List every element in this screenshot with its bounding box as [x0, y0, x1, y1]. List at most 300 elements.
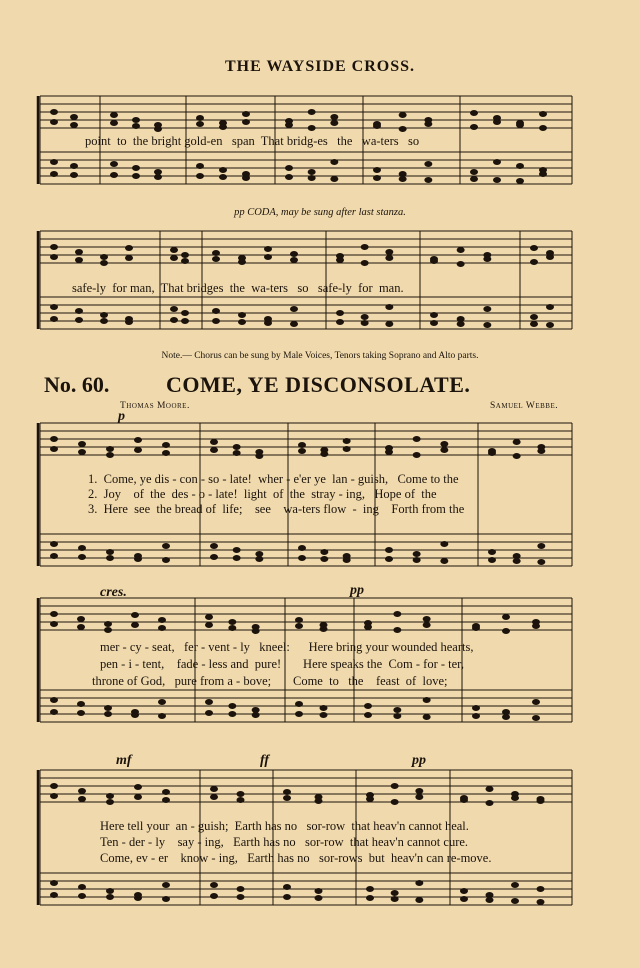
note-head [50, 621, 58, 627]
note-head [364, 624, 372, 630]
note-head [70, 163, 78, 169]
note-head [415, 788, 423, 794]
note-head [132, 165, 140, 171]
note-head [106, 555, 114, 561]
note-head [385, 249, 393, 255]
hymn-title: COME, YE DISCONSOLATE. [166, 372, 471, 397]
note-head [134, 437, 142, 443]
note-head [457, 247, 465, 253]
note-head [50, 254, 58, 260]
note-head [170, 247, 178, 253]
verse1-line3: Here tell your an - guish; Earth has no sor-row that heav'n cannot heal. [100, 819, 469, 833]
note-head [415, 897, 423, 903]
note-head [242, 111, 250, 117]
note-head [470, 110, 478, 116]
note-head [238, 312, 246, 318]
note-head [50, 171, 58, 177]
note-head [212, 256, 220, 262]
note-head [440, 447, 448, 453]
note-head [320, 626, 328, 632]
note-head [210, 786, 218, 792]
note-head [50, 446, 58, 452]
note-head [134, 784, 142, 790]
note-head [106, 894, 114, 900]
dynamic-mezzo-forte: mf [116, 753, 132, 768]
note-head [546, 254, 554, 260]
note-head [125, 319, 133, 325]
note-head [210, 447, 218, 453]
note-head [100, 254, 108, 260]
note-head [530, 245, 538, 251]
note-head [162, 543, 170, 549]
note-head [320, 556, 328, 562]
note-head [493, 119, 501, 125]
note-head [502, 714, 510, 720]
dynamic-pianissimo: pp [350, 583, 364, 598]
dynamic-crescendo: cres. [100, 585, 127, 600]
note-head [295, 623, 303, 629]
note-head [237, 894, 245, 900]
note-head [162, 882, 170, 888]
note-head [430, 312, 438, 318]
note-head [70, 114, 78, 120]
note-head [78, 884, 86, 890]
note-head [78, 545, 86, 551]
note-head [196, 173, 204, 179]
note-head [162, 557, 170, 563]
note-head [264, 246, 272, 252]
dynamic-pianissimo-2: pp [412, 753, 426, 768]
note-head [162, 896, 170, 902]
note-head [399, 112, 407, 118]
note-head [170, 306, 178, 312]
note-head [154, 126, 162, 132]
chorus-note: Note.— Chorus can be sung by Male Voices, Tenors taking Soprano and Alto parts. [161, 351, 479, 361]
note-head [158, 617, 166, 623]
note-head [308, 169, 316, 175]
note-head [162, 797, 170, 803]
note-head [502, 628, 510, 634]
note-head [212, 318, 220, 324]
note-head [78, 796, 86, 802]
note-head [373, 175, 381, 181]
note-head [134, 447, 142, 453]
note-head [537, 899, 545, 905]
note-head [132, 173, 140, 179]
note-head [290, 306, 298, 312]
note-head [393, 707, 401, 713]
verse2-line3: Ten - der - ly say - ing, Earth has no sor-row that heav'n cannot cure. [100, 835, 469, 849]
note-head [511, 882, 519, 888]
note-head [457, 321, 465, 327]
note-head [290, 321, 298, 327]
note-head [488, 450, 496, 456]
note-head [539, 171, 547, 177]
note-head [233, 444, 241, 450]
note-head [205, 614, 213, 620]
note-head [237, 797, 245, 803]
verse1-line1: 1. Come, ye dis - con - so - late! wher - e'er ye lan - guish, Come to the [88, 472, 459, 486]
note-head [440, 558, 448, 564]
verse2-line1: 2. Joy of the des - o - late! light of the stray - ing, Hope of the [88, 487, 437, 501]
note-head [77, 624, 85, 630]
note-head [415, 794, 423, 800]
note-head [373, 167, 381, 173]
note-head [486, 897, 494, 903]
verse3-line1: 3. Here see the bread of life; see wa-ters flow - ing Forth from the [88, 502, 465, 516]
note-head [106, 549, 114, 555]
note-head [196, 121, 204, 127]
note-head [320, 549, 328, 555]
note-head [424, 161, 432, 167]
note-head [100, 312, 108, 318]
note-head [75, 317, 83, 323]
note-head [162, 442, 170, 448]
note-head [78, 554, 86, 560]
note-head [181, 258, 189, 264]
note-head [366, 886, 374, 892]
note-head [366, 895, 374, 901]
note-head [219, 124, 227, 130]
note-head [50, 159, 58, 165]
note-head [104, 621, 112, 627]
note-head [283, 884, 291, 890]
note-head [430, 320, 438, 326]
note-head [264, 254, 272, 260]
note-head [385, 449, 393, 455]
note-head [308, 125, 316, 131]
note-head [285, 174, 293, 180]
note-head [50, 119, 58, 125]
note-head [242, 119, 250, 125]
note-head [298, 448, 306, 454]
note-head [131, 612, 139, 618]
note-head [516, 122, 524, 128]
note-head [511, 795, 519, 801]
note-head [320, 451, 328, 457]
note-head [170, 255, 178, 261]
note-head [210, 439, 218, 445]
note-head [170, 317, 178, 323]
note-head [131, 622, 139, 628]
note-head [511, 898, 519, 904]
note-head [391, 783, 399, 789]
note-head [77, 710, 85, 716]
note-head [537, 886, 545, 892]
note-head [75, 308, 83, 314]
note-head [298, 442, 306, 448]
note-head [255, 453, 263, 459]
note-head [50, 109, 58, 115]
note-head [210, 893, 218, 899]
note-head [104, 705, 112, 711]
note-head [546, 322, 554, 328]
note-head [283, 894, 291, 900]
note-head [470, 176, 478, 182]
note-head [125, 255, 133, 261]
note-head [385, 556, 393, 562]
note-head [330, 114, 338, 120]
note-head [537, 543, 545, 549]
note-head [131, 712, 139, 718]
note-head [50, 709, 58, 715]
note-head [285, 122, 293, 128]
note-head [460, 797, 468, 803]
note-head [330, 176, 338, 182]
note-head [100, 260, 108, 266]
note-head [106, 888, 114, 894]
note-head [285, 165, 293, 171]
note-head [336, 319, 344, 325]
note-head [488, 557, 496, 563]
note-head [106, 452, 114, 458]
note-head [295, 701, 303, 707]
note-head [391, 896, 399, 902]
note-head [237, 886, 245, 892]
note-head [210, 882, 218, 888]
note-head [440, 541, 448, 547]
note-head [252, 628, 260, 634]
note-head [399, 176, 407, 182]
note-head [460, 888, 468, 894]
note-head [330, 120, 338, 126]
note-head [78, 449, 86, 455]
note-head [472, 625, 480, 631]
note-head [181, 252, 189, 258]
note-head [320, 705, 328, 711]
note-head [315, 895, 323, 901]
note-head [385, 255, 393, 261]
lyrics-system-1: point to the bright gold-en span That bridg-es the wa-ters so [85, 134, 420, 148]
note-head [361, 320, 369, 326]
note-head [158, 625, 166, 631]
note-head [228, 625, 236, 631]
note-head [196, 163, 204, 169]
note-head [134, 556, 142, 562]
note-head [391, 890, 399, 896]
lyrics-system-2: safe-ly for man, That bridges the wa-ters so safe-ly for man. [72, 281, 404, 295]
note-head [106, 446, 114, 452]
note-head [530, 321, 538, 327]
verse3-line3: Come, ev - er know - ing, Earth has no sor-rows but heav'n can re-move. [100, 851, 492, 865]
note-head [219, 174, 227, 180]
note-head [516, 178, 524, 184]
note-head [343, 438, 351, 444]
note-head [532, 699, 540, 705]
note-head [70, 172, 78, 178]
note-head [423, 622, 431, 628]
note-head [470, 124, 478, 130]
note-head [343, 446, 351, 452]
note-head [50, 304, 58, 310]
hymn-number: No. 60. [44, 372, 110, 397]
note-head [530, 259, 538, 265]
note-head [290, 251, 298, 257]
note-head [50, 553, 58, 559]
note-head [78, 893, 86, 899]
note-head [457, 261, 465, 267]
note-head [488, 549, 496, 555]
note-head [264, 320, 272, 326]
note-head [78, 788, 86, 794]
note-head [110, 161, 118, 167]
note-head [110, 120, 118, 126]
note-head [539, 111, 547, 117]
note-head [75, 249, 83, 255]
note-head [513, 439, 521, 445]
note-head [385, 547, 393, 553]
note-head [393, 627, 401, 633]
note-head [373, 123, 381, 129]
note-head [181, 318, 189, 324]
note-head [532, 715, 540, 721]
note-head [283, 795, 291, 801]
note-head [77, 616, 85, 622]
note-head [415, 880, 423, 886]
note-head [486, 786, 494, 792]
note-head [320, 712, 328, 718]
dynamic-fortissimo: ff [260, 753, 270, 768]
note-head [196, 115, 204, 121]
verse2-line2: pen - i - tent, fade - less and pure! Here speaks the Com - for - ter, [100, 657, 464, 671]
note-head [162, 789, 170, 795]
note-head [308, 109, 316, 115]
note-head [537, 559, 545, 565]
note-head [242, 175, 250, 181]
verse3-line2: throne of God, pure from a - bove; Come to the feast of love; [92, 674, 448, 688]
note-head [252, 712, 260, 718]
note-head [290, 257, 298, 263]
note-head [460, 896, 468, 902]
note-head [391, 799, 399, 805]
note-head [472, 713, 480, 719]
note-head [158, 699, 166, 705]
note-head [361, 244, 369, 250]
note-head [393, 611, 401, 617]
note-head [315, 798, 323, 804]
note-head [486, 800, 494, 806]
note-head [158, 713, 166, 719]
note-head [50, 793, 58, 799]
note-head [539, 125, 547, 131]
note-head [424, 121, 432, 127]
note-head [219, 167, 227, 173]
note-head [210, 794, 218, 800]
note-head [75, 257, 83, 263]
note-head [50, 541, 58, 547]
note-head [154, 174, 162, 180]
song-title-wayside-cross: THE WAYSIDE CROSS. [224, 58, 416, 75]
note-head [238, 319, 246, 325]
note-head [100, 318, 108, 324]
note-head [50, 316, 58, 322]
note-head [413, 436, 421, 442]
note-head [134, 794, 142, 800]
note-head [336, 310, 344, 316]
note-head [336, 257, 344, 263]
note-head [393, 713, 401, 719]
note-head [106, 799, 114, 805]
note-head [423, 714, 431, 720]
note-head [70, 122, 78, 128]
note-head [413, 452, 421, 458]
note-head [493, 159, 501, 165]
note-head [255, 556, 263, 562]
note-head [132, 117, 140, 123]
note-head [181, 310, 189, 316]
note-head [532, 623, 540, 629]
note-head [110, 112, 118, 118]
note-head [513, 453, 521, 459]
note-head [205, 710, 213, 716]
note-head [212, 308, 220, 314]
note-head [238, 259, 246, 265]
note-head [50, 436, 58, 442]
note-head [228, 711, 236, 717]
note-head [385, 321, 393, 327]
note-head [298, 545, 306, 551]
note-head [50, 611, 58, 617]
hymn-author: Thomas Moore. [120, 401, 190, 411]
note-head [366, 796, 374, 802]
note-head [423, 697, 431, 703]
note-head [537, 798, 545, 804]
note-head [483, 322, 491, 328]
note-head [295, 617, 303, 623]
note-head [50, 892, 58, 898]
note-head [399, 126, 407, 132]
note-head [530, 314, 538, 320]
note-head [364, 712, 372, 718]
note-head [162, 450, 170, 456]
note-head [413, 557, 421, 563]
note-head [210, 554, 218, 560]
note-head [134, 895, 142, 901]
note-head [472, 705, 480, 711]
verse1-line2: mer - cy - seat, fer - vent - ly kneel: Here bring your wounded hearts, [100, 640, 474, 654]
coda-note: pp CODA, may be sung after last stanza. [234, 207, 406, 218]
note-head [283, 789, 291, 795]
note-head [483, 306, 491, 312]
note-head [493, 177, 501, 183]
note-head [440, 441, 448, 447]
note-head [132, 123, 140, 129]
note-head [228, 619, 236, 625]
note-head [343, 557, 351, 563]
note-head [237, 791, 245, 797]
note-head [364, 703, 372, 709]
note-head [315, 888, 323, 894]
note-head [537, 448, 545, 454]
note-head [78, 441, 86, 447]
note-head [233, 547, 241, 553]
note-head [77, 701, 85, 707]
hymn-composer: Samuel Webbe. [490, 401, 559, 411]
note-head [205, 622, 213, 628]
note-head [295, 711, 303, 717]
note-head [423, 616, 431, 622]
note-head [470, 169, 478, 175]
note-head [50, 697, 58, 703]
dynamic-piano: p [118, 409, 125, 424]
note-head [361, 260, 369, 266]
note-head [125, 245, 133, 251]
note-head [110, 172, 118, 178]
note-head [298, 555, 306, 561]
note-head [104, 711, 112, 717]
note-head [233, 555, 241, 561]
note-head [212, 250, 220, 256]
